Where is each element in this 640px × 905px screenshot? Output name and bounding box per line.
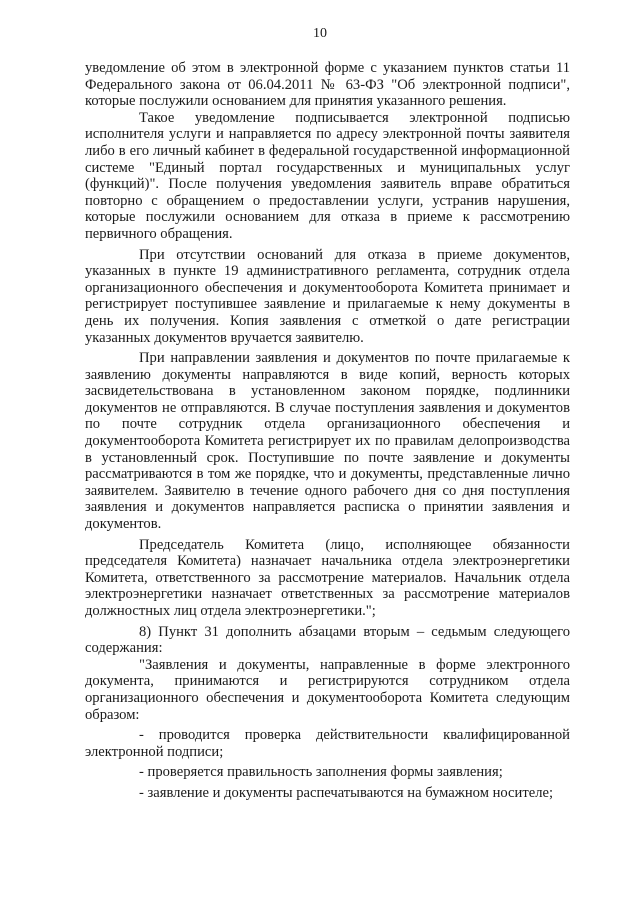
list-item-2: - проверяется правильность заполнения формы заявления;: [139, 764, 503, 781]
paragraph-1: уведомление об этом в электронной форме с указанием пунктов статьи 11 Федерального закона от 06.04.2011 № 63-ФЗ "Об электронной подписи", которые послужили основанием для принятия указанного решения.: [85, 60, 570, 110]
paragraph-2: Такое уведомление подписывается электронной подписью исполнителя услуги и направляется по адресу электронной почты заявителя либо в его личный кабинет в федеральной государственной информационной системе "Единый портал государственных и муниципальных услуг (функций)". После получения уведомления заявитель вправе обратиться повторно с обращением о предоставлении услуги, устранив нарушения, которые послужили основанием для отказа в приеме к рассмотрению первичного обращения.: [85, 109, 570, 242]
list-item-3: - заявление и документы распечатываются на бумажном носителе;: [139, 784, 554, 801]
paragraph-6: 8) Пункт 31 дополнить абзацами вторым – седьмым следующего содержания:: [85, 623, 570, 657]
page-number: 10: [313, 26, 327, 41]
paragraph-3: При отсутствии оснований для отказа в приеме документов, указанных в пункте 19 административного регламента, сотрудник отдела организационного обеспечения и документооборота Комитета принимает и регистрирует поступившее заявление и прилагаемые к нему документы в день их получения. Копия заявления с отметкой о дате регистрации указанных документов вручается заявителю.: [85, 246, 570, 346]
paragraph-5: Председатель Комитета (лицо, исполняющее обязанности председателя Комитета) назначает начальника отдела электроэнергетики Комитета, ответственного за рассмотрение материалов. Начальник отдела электроэнергетики назначает ответственных за рассмотрение материалов должностных лиц отдела электроэнергетики.";: [85, 536, 570, 619]
paragraph-7: "Заявления и документы, направленные в форме электронного документа, принимаются и регистрируются сотрудником отдела организационного обеспечения и документооборота Комитета следующим образом:: [85, 656, 570, 723]
document-body: [85, 60, 570, 802]
list-item-1: - проводится проверка действительности квалифицированной электронной подписи;: [85, 727, 570, 760]
paragraph-4: При направлении заявления и документов по почте прилагаемые к заявлению документы направляются в виде копий, верность которых засвидетельствована в установленном законом порядке, подлинники документов не отправляются. В случае поступления заявления и документов по почте сотрудник отдела организационного обеспечения и документооборота Комитета регистрирует их по правилам делопроизводства в установленный срок. Поступившие по почте заявление и документы рассматриваются в том же порядке, что и документы, представленные лично заявителем. Заявителю в течение одного рабочего дня со дня поступления заявления и документов направляется расписка о принятии заявления и документов.: [85, 350, 570, 533]
